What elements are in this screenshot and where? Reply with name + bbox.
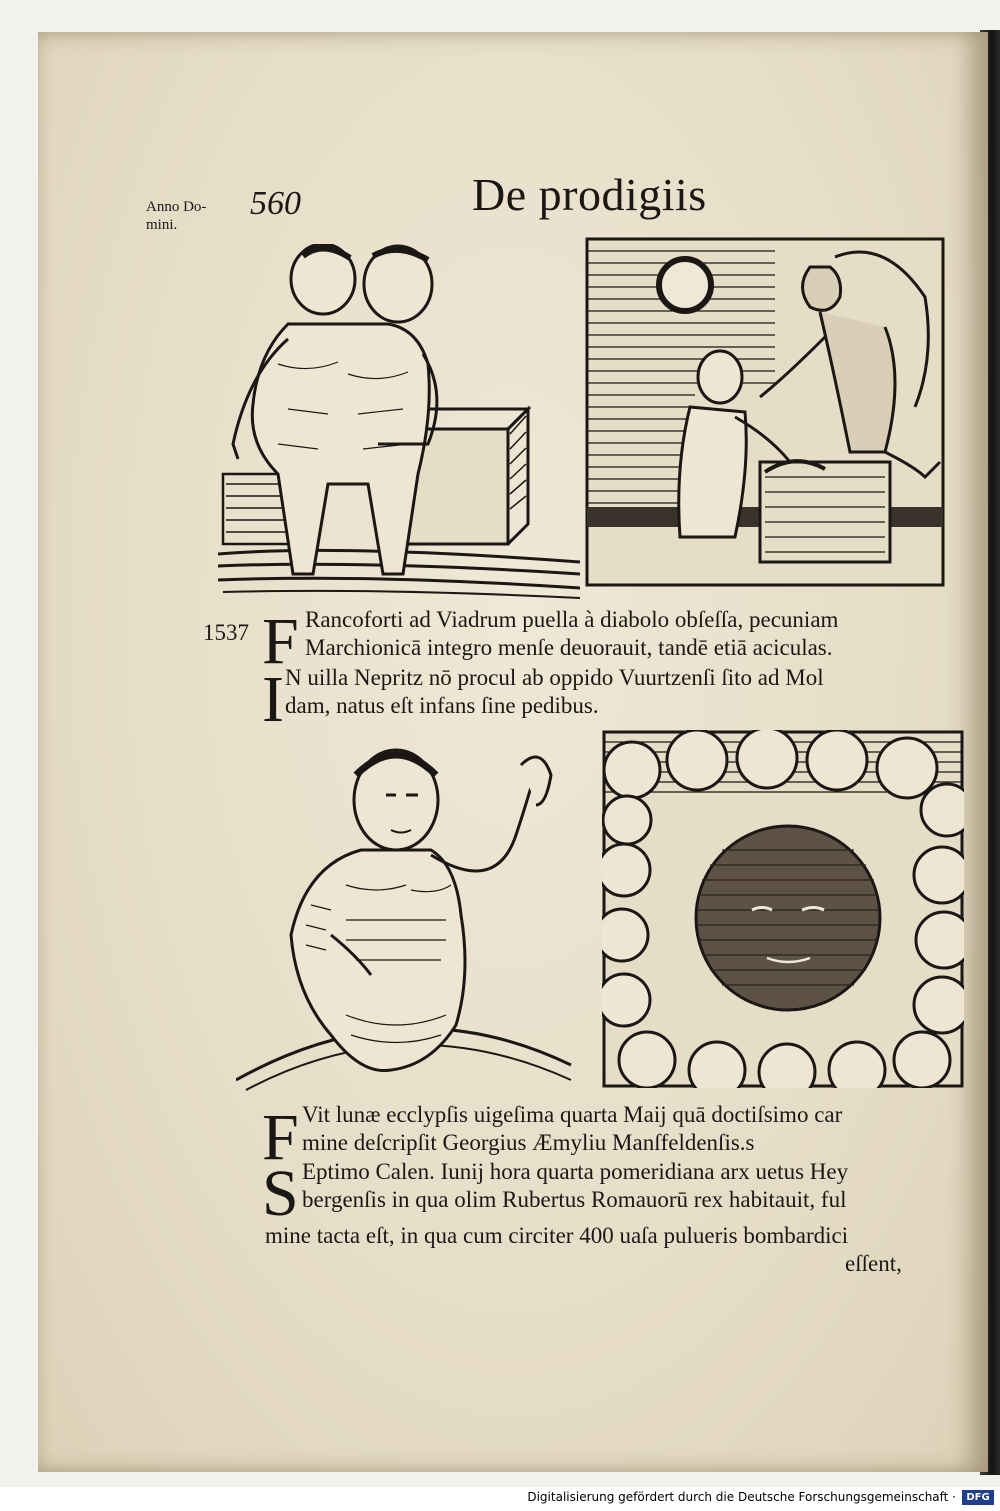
dfg-logo[interactable]: DFG	[962, 1490, 994, 1505]
initial-f-1: F	[262, 605, 299, 678]
marginal-note	[146, 198, 206, 234]
text-line: mine deſcripſit Georgius Æmyliu Manſfeldenſis.s	[302, 1130, 755, 1155]
conjoined-twins-woodcut	[218, 244, 580, 600]
text-line: mine tacta eſt, in qua cum circiter 400 uaſa pulueris bombardici	[265, 1223, 849, 1248]
catchword: eſſent,	[845, 1251, 902, 1276]
initial-i: I	[262, 663, 284, 736]
legless-infant-woodcut	[236, 735, 576, 1097]
girl-and-devil-woodcut	[585, 237, 945, 587]
lunar-eclipse-woodcut	[602, 730, 964, 1088]
margin-note-line1: Anno Do-	[146, 199, 207, 215]
marginal-year: 1537	[203, 620, 249, 645]
running-head: De prodigiis	[472, 169, 707, 220]
digitization-footer	[0, 1487, 1000, 1511]
initial-f-2: F	[262, 1101, 299, 1174]
text-line: Marchionicā integro menſe deuorauit, tandē etiā aciculas.	[305, 635, 833, 660]
text-line: dam, natus eſt infans ſine pedibus.	[285, 693, 599, 718]
page-number: 560	[250, 185, 301, 222]
text-line: Eptimo Calen. Iunij hora quarta pomeridiana arx uetus Hey	[302, 1159, 849, 1184]
text-line: bergenſis in qua olim Rubertus Romauorū rex habitauit, ful	[302, 1187, 847, 1212]
initial-s: S	[262, 1157, 299, 1230]
text-line: Rancoforti ad Viadrum puella à diabolo obſeſſa, pecuniam	[305, 607, 839, 632]
margin-note-line2: mini.	[146, 217, 178, 233]
text-line: Vit lunæ ecclypſis uigeſima quarta Maij quā doctiſsimo car	[302, 1102, 843, 1127]
text-line: N uilla Nepritz nō procul ab oppido Vuurtzenſi ſito ad Mol	[285, 665, 824, 690]
funding-credit: Digitalisierung gefördert durch die Deutsche Forschungsgemeinschaft ·	[527, 1490, 956, 1504]
